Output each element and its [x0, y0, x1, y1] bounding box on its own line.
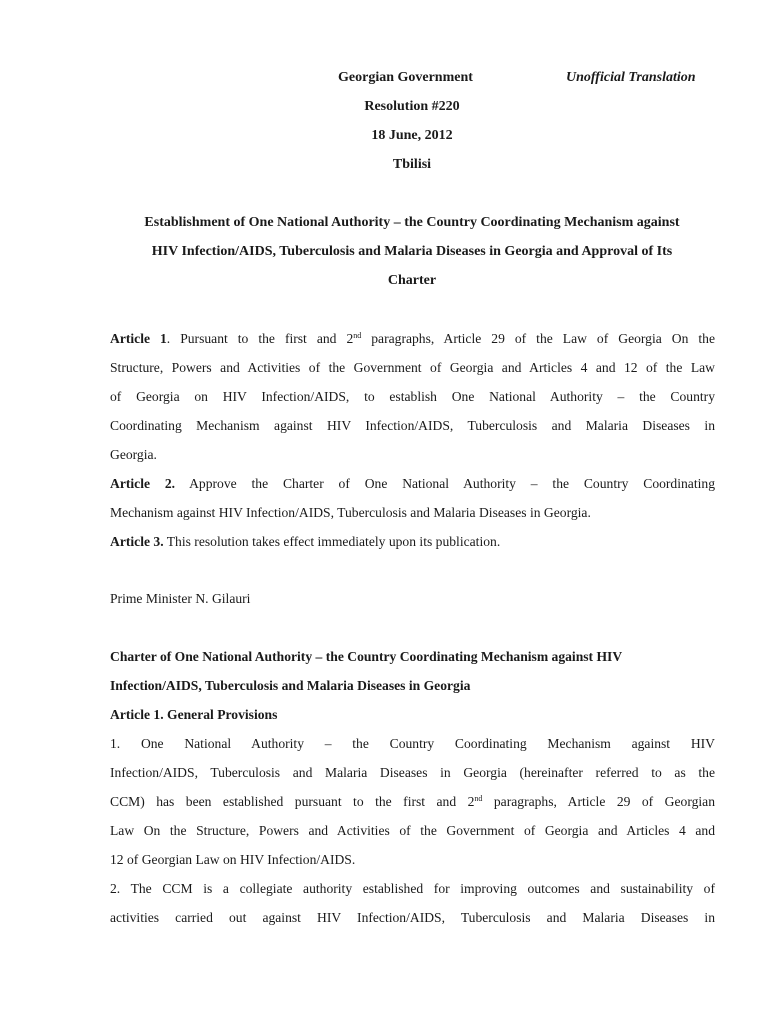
article-1-line-5: Georgia. [110, 447, 157, 462]
article-1-line-1: Article 1. Pursuant to the first and 2nd paragraphs, Article 29 of the Law of Georgia On the [110, 331, 716, 346]
article-1-line-2: Structure, Powers and Activities of the Government of Georgia and Articles 4 and 12 of the Law [110, 360, 715, 375]
charter-paragraph-2-line-1: 2. The CCM is a collegiate authority established for improving outcomes and sustainability of [110, 881, 715, 896]
article-2-line-1: Article 2. Approve the Charter of One National Authority – the Country Coordinating [110, 476, 715, 491]
article-1-line-4: Coordinating Mechanism against HIV Infection/AIDS, Tuberculosis and Malaria Diseases in [110, 418, 715, 433]
issuer-heading: Georgian Government [338, 70, 473, 85]
article-1-label: Article 1 [110, 331, 167, 346]
charter-heading-line-2: Infection/AIDS, Tuberculosis and Malaria Diseases in Georgia [110, 678, 471, 693]
document-title-line-2: HIV Infection/AIDS, Tuberculosis and Malaria Diseases in Georgia and Approval of Its [151, 244, 673, 259]
article-3-line-1: Article 3. This resolution takes effect immediately upon its publication. [110, 534, 501, 549]
charter-paragraph-1-line-5: 12 of Georgian Law on HIV Infection/AIDS. [110, 852, 356, 867]
resolution-city: Tbilisi [392, 157, 432, 172]
charter-paragraph-1-line-1: 1. One National Authority – the Country Coordinating Mechanism against HIV [110, 736, 715, 751]
resolution-number: Resolution #220 [364, 99, 460, 114]
article-3-label: Article 3. [110, 534, 164, 549]
document-title-line-1: Establishment of One National Authority – the Country Coordinating Mechanism against [144, 215, 680, 230]
signature-line: Prime Minister N. Gilauri [110, 591, 251, 606]
charter-paragraph-2-line-2: activities carried out against HIV Infection/AIDS, Tuberculosis and Malaria Diseases in [110, 910, 715, 925]
charter-article-1-heading: Article 1. General Provisions [110, 707, 278, 722]
charter-paragraph-1-line-4: Law On the Structure, Powers and Activities of the Government of Georgia and Articles 4 and [110, 823, 715, 838]
article-2-label: Article 2. [110, 476, 176, 491]
translation-note: Unofficial Translation [566, 70, 696, 85]
charter-paragraph-1-line-2: Infection/AIDS, Tuberculosis and Malaria Diseases in Georgia (hereinafter referred to as the [110, 765, 715, 780]
article-1-line-3: of Georgia on HIV Infection/AIDS, to establish One National Authority – the Country [110, 389, 715, 404]
document-title-line-3: Charter [387, 273, 437, 288]
resolution-date: 18 June, 2012 [371, 128, 453, 143]
charter-heading-line-1: Charter of One National Authority – the Country Coordinating Mechanism against HIV [110, 649, 623, 664]
article-2-line-2: Mechanism against HIV Infection/AIDS, Tuberculosis and Malaria Diseases in Georgia. [110, 505, 591, 520]
charter-paragraph-1-line-3: CCM) has been established pursuant to the first and 2nd paragraphs, Article 29 of Georgian [110, 794, 716, 809]
